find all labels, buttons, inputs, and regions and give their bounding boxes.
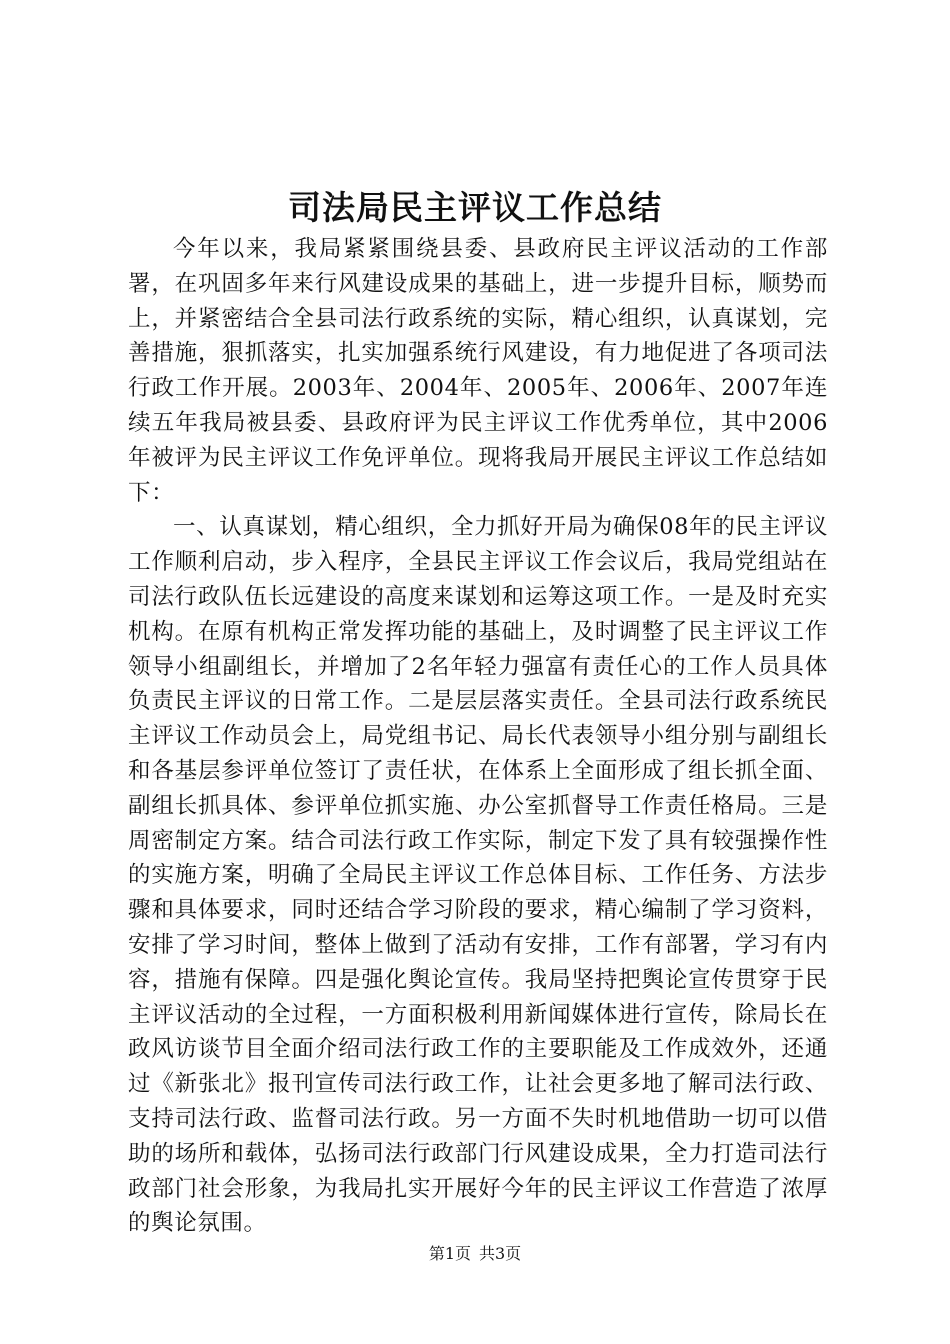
page-number: 第1页 <box>428 1244 471 1263</box>
page-total: 共3页 <box>479 1244 522 1263</box>
document-title: 司法局民主评议工作总结 <box>288 188 662 227</box>
document-body <box>128 232 828 1241</box>
page-footer <box>0 1242 950 1266</box>
paragraph-intro: 今年以来，我局紧紧围绕县委、县政府民主评议活动的工作部署，在巩固多年来行风建设成果的基础上，进一步提升目标，顺势而上，并紧密结合全县司法行政系统的实际，精心组织，认真谋划，完善措施，狠抓落实，扎实加强系统行风建设，有力地促进了各项司法行政工作开展。2003年、2004年、2005年、2006年、2007年连续五年我局被县委、县政府评为民主评议工作优秀单位，其中2006年被评为民主评议工作免评单位。现将我局开展民主评议工作总结如下： <box>128 236 828 506</box>
paragraph-section-one: 一、认真谋划，精心组织，全力抓好开局为确保08年的民主评议工作顺利启动，步入程序，全县民主评议工作会议后，我局党组站在司法行政队伍长远建设的高度来谋划和运筹这项工作。一是及时充实机构。在原有机构正常发挥功能的基础上，及时调整了民主评议工作领导小组副组长，并增加了2名年轻力强富有责任心的工作人员具体负责民主评议的日常工作。二是层层落实责任。全县司法行政系统民主评议工作动员会上，局党组书记、局长代表领导小组分别与副组长和各基层参评单位签订了责任状，在体系上全面形成了组长抓全面、副组长抓具体、参评单位抓实施、办公室抓督导工作责任格局。三是周密制定方案。结合司法行政工作实际，制定下发了具有较强操作性的实施方案，明确了全局民主评议工作总体目标、工作任务、方法步骤和具体要求，同时还结合学习阶段的要求，精心编制了学习资料，安排了学习时间，整体上做到了活动有安排，工作有部署，学习有内容，措施有保障。四是强化舆论宣传。我局坚持把舆论宣传贯穿于民主评议活动的全过程，一方面积极利用新闻媒体进行宣传，除局长在政风访谈节目全面介绍司法行政工作的主要职能及工作成效外，还通过《新张北》报刊宣传司法行政工作，让社会更多地了解司法行政、支持司法行政、监督司法行政。另一方面不失时机地借助一切可以借助的场所和载体，弘扬司法行政部门行风建设成果，全力打造司法行政部门社会形象，为我局扎实开展好今年的民主评议工作营造了浓厚的舆论氛围。 <box>128 514 828 1237</box>
